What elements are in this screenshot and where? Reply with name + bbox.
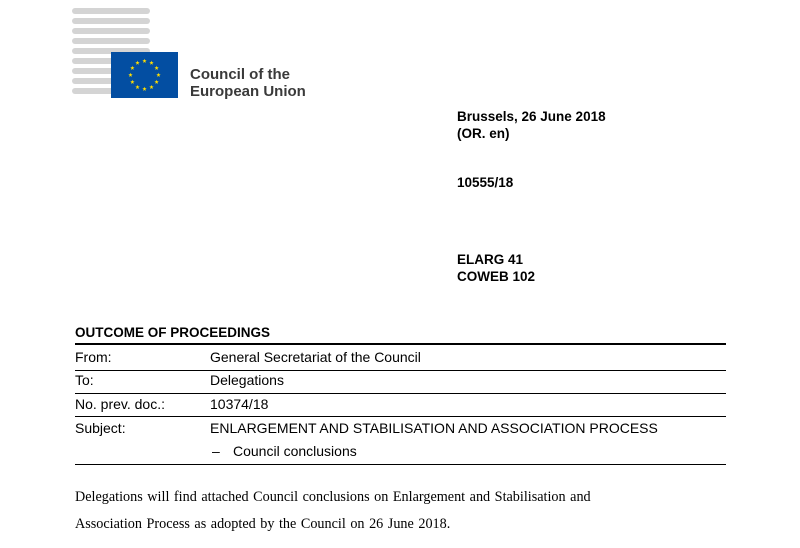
- table-rule: [75, 393, 726, 394]
- to-label: To:: [75, 372, 94, 388]
- table-top-rule: [75, 343, 726, 345]
- star-icon: [142, 59, 146, 63]
- star-icon: [149, 85, 153, 89]
- star-icon: [130, 80, 134, 84]
- code-elarg: ELARG 41: [457, 252, 524, 267]
- to-value: Delegations: [210, 372, 284, 388]
- original-language: (OR. en): [457, 126, 510, 141]
- star-icon: [135, 85, 139, 89]
- org-name-line1: Council of the: [190, 66, 290, 83]
- table-bottom-rule: [75, 464, 726, 465]
- organization-name: [190, 66, 306, 100]
- from-value: General Secretariat of the Council: [210, 349, 421, 365]
- eu-flag-icon: [111, 52, 178, 98]
- star-icon: [154, 66, 158, 70]
- star-icon: [156, 73, 160, 77]
- star-icon: [135, 61, 139, 65]
- star-icon: [154, 80, 158, 84]
- table-rule: [75, 416, 726, 417]
- star-icon: [128, 73, 132, 77]
- from-label: From:: [75, 349, 112, 365]
- prev-doc-label: No. prev. doc.:: [75, 396, 166, 412]
- prev-doc-value: 10374/18: [210, 396, 269, 412]
- document-number: 10555/18: [457, 175, 514, 190]
- subject-line2: Council conclusions: [233, 443, 357, 459]
- org-name-line2: European Union: [190, 83, 306, 100]
- place-date: Brussels, 26 June 2018: [457, 109, 606, 124]
- star-icon: [130, 66, 134, 70]
- star-icon: [142, 87, 146, 91]
- star-icon: [149, 61, 153, 65]
- subject-dash: –: [212, 443, 220, 459]
- subject-label: Subject:: [75, 420, 126, 436]
- body-paragraph-line2: Association Process as adopted by the Council on 26 June 2018.: [75, 516, 451, 532]
- body-paragraph-line1: Delegations will find attached Council conclusions on Enlargement and Stabilisation and: [75, 489, 591, 505]
- outcome-title: OUTCOME OF PROCEEDINGS: [75, 325, 271, 340]
- subject-line1: ENLARGEMENT AND STABILISATION AND ASSOCIATION PROCESS: [210, 420, 658, 436]
- table-rule: [75, 370, 726, 371]
- code-coweb: COWEB 102: [457, 269, 536, 284]
